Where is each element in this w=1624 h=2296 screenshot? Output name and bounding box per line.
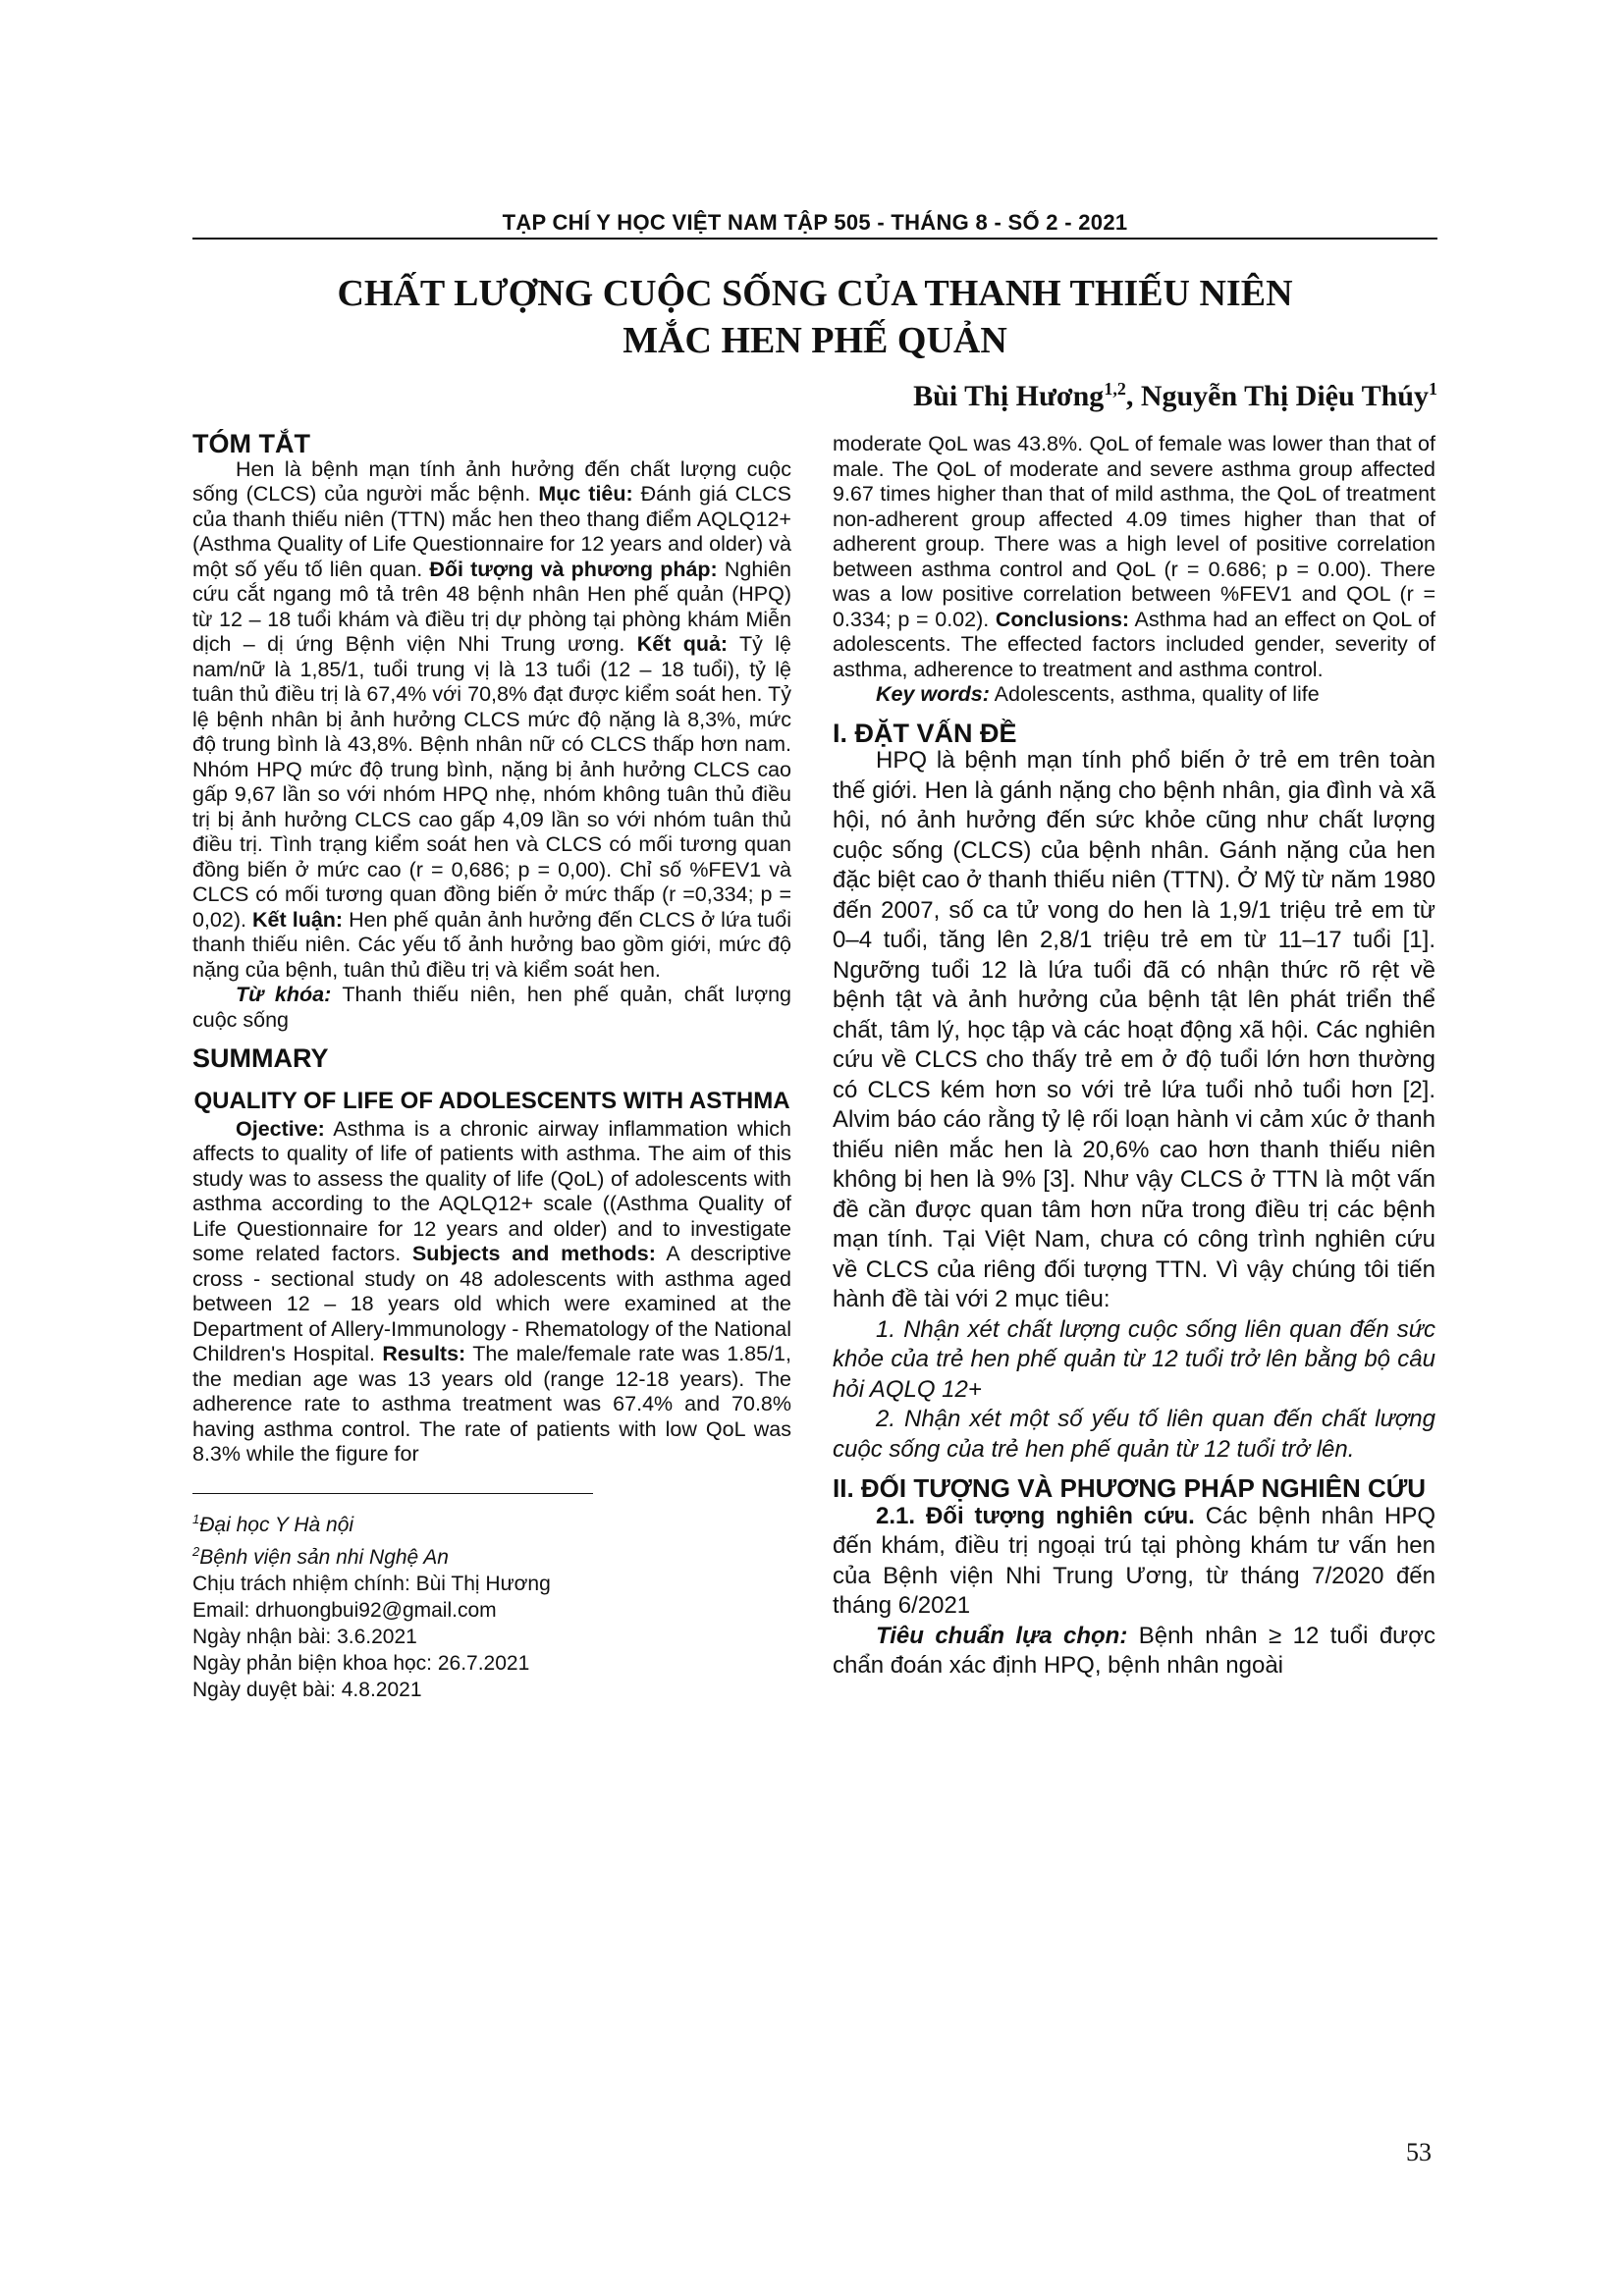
criteria-text: Bệnh nhân ≥ 12 tuổi được chẩn đoán xác định HPQ, bệnh nhân ngoài	[833, 1622, 1435, 1679]
summary-paragraph-continued	[833, 432, 1435, 682]
keywords-vi	[192, 983, 791, 1033]
methods-text-en: A descriptive cross - sectional study on 48 adolescents with asthma aged between 12 – 18 years old which were examined at the Department of Allery-Immunology - Rhematology of the National Children's Hospital.	[192, 1242, 791, 1365]
left-column	[192, 429, 792, 1703]
footnote-rule	[192, 1493, 593, 1494]
methods-label-en: Subjects and methods:	[411, 1242, 656, 1265]
author-2-affil: 1	[1429, 379, 1437, 399]
abstract-vi-paragraph	[192, 457, 791, 984]
date-accepted: Ngày duyệt bài: 4.8.2021	[192, 1678, 422, 1701]
affiliation-1-mark: 1	[192, 1511, 200, 1526]
summary-paragraph	[192, 1117, 791, 1468]
abstract-intro: Hen là bệnh mạn tính ảnh hưởng đến chất lượng cuộc sống (CLCS) của người mắc bệnh.	[192, 456, 791, 506]
selection-criteria	[833, 1622, 1435, 1682]
abstract-heading: TÓM TẮT	[192, 429, 310, 458]
section-1-heading: I. ĐẶT VẤN ĐỀ	[833, 718, 1017, 748]
title-line-2: MẮC HEN PHẾ QUẢN	[623, 320, 1007, 361]
affiliation-2	[192, 1538, 791, 1571]
subjects-paragraph	[833, 1502, 1435, 1622]
results-label-en: Results:	[382, 1342, 466, 1365]
results-text-en-part2: moderate QoL was 43.8%. QoL of female was lower than that of male. The QoL of moderate and severe asthma group affected 9.67 times higher than that of mild asthma, the QoL of treatment non-adherent group affected 4.09 times higher than that of adherent group. There was a high level of positive correlation between asthma control and QoL (r = 0.686; p = 0.00). There was a low positive correlation between %FEV1 and QOL (r = 0.334; p = 0.02).	[833, 432, 1435, 631]
section-2-heading: II. ĐỐI TƯỢNG VÀ PHƯƠNG PHÁP NGHIÊN CỨU	[833, 1473, 1427, 1503]
results-text-en-part1: The male/female rate was 1.85/1, the median age was 13 years old (range 12-18 years). The adherence rate to asthma treatment was 67.4% and 70.8% having asthma control. The rate of patients with low QoL was 8.3% while the figure for	[192, 1342, 791, 1466]
conclusion-label-en: Conclusions:	[995, 607, 1130, 631]
criteria-label: Tiêu chuẩn lựa chọn:	[876, 1622, 1128, 1649]
subsection-2-1-text: Các bệnh nhân HPQ đến khám, điều trị ngoại trú tại phòng khám tư vấn hen của Bệnh viện Nhi Trung Ương, từ tháng 7/2020 đến tháng 6/2021	[833, 1502, 1435, 1619]
keywords-text-en: Adolescents, asthma, quality of life	[989, 682, 1320, 706]
affiliation-1	[192, 1506, 791, 1538]
author-2: Nguyễn Thị Diệu Thúy	[1140, 380, 1429, 412]
date-received: Ngày nhận bài: 3.6.2021	[192, 1625, 417, 1648]
article-title	[192, 270, 1437, 364]
objective-label-en: Ojective:	[236, 1116, 325, 1141]
right-column	[833, 432, 1435, 1682]
author-1: Bùi Thị Hương	[913, 380, 1105, 412]
objective-label-vi: Mục tiêu:	[538, 482, 633, 506]
conclusion-label-vi: Kết luận:	[252, 907, 344, 932]
subsection-2-1-label: 2.1. Đối tượng nghiên cứu.	[876, 1502, 1195, 1529]
methods-label-vi: Đối tượng và phương pháp:	[429, 557, 718, 581]
journal-header: TẠP CHÍ Y HỌC VIỆT NAM TẬP 505 - THÁNG 8 - SỐ 2 - 2021	[502, 210, 1128, 235]
keywords-label-en: Key words:	[876, 682, 990, 706]
affiliation-2-text: Bệnh viện sản nhi Nghệ An	[199, 1545, 449, 1569]
objective-text-vi: Đánh giá CLCS của thanh thiếu niên (TTN) mắc hen theo thang điểm AQLQ12+ (Asthma Quality of Life Questionnaire for 12 years and older) và một số yếu tố liên quan.	[192, 482, 791, 581]
conclusion-text-en: Asthma had an effect on QoL of adolescents. The effected factors included gender, severity of asthma, adherence to treatment and asthma control.	[833, 607, 1435, 681]
title-line-1: CHẤT LƯỢNG CUỘC SỐNG CỦA THANH THIẾU NIÊN	[337, 273, 1293, 314]
study-goal-1: 1. Nhận xét chất lượng cuộc sống liên quan đến sức khỏe của trẻ hen phế quản từ 12 tuổi trở lên bằng bộ câu hỏi AQLQ 12+	[833, 1315, 1435, 1403]
page-number: 53	[1406, 2138, 1432, 2166]
affiliation-1-text: Đại học Y Hà nội	[199, 1513, 354, 1536]
affiliation-2-mark: 2	[192, 1543, 200, 1559]
results-text-vi: Tỷ lệ nam/nữ là 1,85/1, tuổi trung vị là 13 tuổi (12 – 18 tuổi), tỷ lệ tuân thủ điều trị là 67,4% với 70,8% đạt được kiểm soát hen. Tỷ lệ bệnh nhân bị ảnh hưởng CLCS mức độ nặng là 8,3%, mức độ trung bình là 43,8%. Bệnh nhân nữ có CLCS thấp hơn nam. Nhóm HPQ mức độ trung bình, nặng bị ảnh hưởng CLCS cao gấp 9,67 lần so với nhóm HPQ nhẹ, nhóm không tuân thủ điều trị bị ảnh hưởng CLCS cao gấp 4,09 lần so với nhóm tuân thủ điều trị. Tình trạng kiểm soát hen và CLCS có mối tương quan đồng biến ở mức cao (r = 0,686; p = 0,00). Chỉ số %FEV1 và CLCS có mối tương quan đồng biến ở mức thấp (r =0,334; p = 0,02).	[192, 632, 791, 932]
author-1-affil: 1,2	[1104, 379, 1126, 399]
keywords-text-vi: Thanh thiếu niên, hen phế quản, chất lượng cuộc sống	[192, 983, 791, 1032]
methods-text-vi: Nghiên cứu cắt ngang mô tả trên 48 bệnh nhân Hen phế quản (HPQ) từ 12 – 18 tuổi khám và điều trị dự phòng tại phòng khám Miễn dịch – dị ứng Bệnh viện Nhi Trung ương.	[192, 557, 792, 656]
summary-heading: SUMMARY	[192, 1043, 329, 1073]
objective-text-en: Asthma is a chronic airway inflammation which affects to quality of life of patients with asthma. The aim of this study was to assess the quality of life (QoL) of adolescents with asthma according to the AQLQ12+ scale ((Asthma Quality of Life Questionnaire for 12 years and older) and to investigate some related factors.	[192, 1116, 791, 1265]
study-goal-2: 2. Nhận xét một số yếu tố liên quan đến chất lượng cuộc sống của trẻ hen phế quản từ 12 tuổi trở lên.	[833, 1406, 1435, 1463]
date-reviewed: Ngày phản biện khoa học: 26.7.2021	[192, 1651, 530, 1675]
authors	[913, 379, 1437, 413]
keywords-en	[833, 682, 1435, 708]
conclusion-text-vi: Hen phế quản ảnh hưởng đến CLCS ở lứa tuổi thanh thiếu niên. Các yếu tố ảnh hưởng bao gồm giới, mức độ nặng của bệnh, tuân thủ điều trị và kiểm soát hen.	[192, 907, 791, 982]
corresponding-author: Chịu trách nhiệm chính: Bùi Thị Hương	[192, 1572, 551, 1595]
summary-title: QUALITY OF LIFE OF ADOLESCENTS WITH ASTHMA	[193, 1087, 790, 1114]
author-separator: ,	[1125, 380, 1141, 412]
results-label-vi: Kết quả:	[636, 632, 729, 656]
email: Email: drhuongbui92@gmail.com	[192, 1598, 497, 1622]
header-rule	[192, 238, 1437, 240]
section-1-paragraph: HPQ là bệnh mạn tính phổ biến ở trẻ em trên toàn thế giới. Hen là gánh nặng cho bệnh nhân, gia đình và xã hội, nó ảnh hưởng đến sức khỏe cũng như chất lượng cuộc sống (CLCS) của bệnh nhân. Gánh nặng của hen đặc biệt cao ở thanh thiếu niên (TTN). Ở Mỹ từ năm 1980 đến 2007, số ca tử vong do hen là 1,9/1 triệu trẻ em từ 0–4 tuổi, tăng lên 2,8/1 triệu trẻ em từ 11–17 tuổi [1]. Ngưỡng tuổi 12 là lứa tuổi đã có nhận thức rõ rệt về bệnh tật và ảnh hưởng của bệnh tật lên phát triển thể chất, tâm lý, học tập và các hoạt động xã hội. Các nghiên cứu về CLCS cho thấy trẻ em ở độ tuổi lớn hơn thường có CLCS kém hơn so với trẻ lứa tuổi nhỏ tuổi hơn [2]. Alvim báo cáo rằng tỷ lệ rối loạn hành vi cảm xúc ở thanh thiếu niên mắc hen là 20,6% cao hơn thanh thiếu niên không bị hen là 9% [3]. Như vậy CLCS ở TTN là một vấn đề cần được quan tâm hơn nữa trong điều trị các bệnh mạn tính. Tại Việt Nam, chưa có công trình nghiên cứu về CLCS của riêng đối tượng TTN. Vì vậy chúng tôi tiến hành đề tài với 2 mục tiêu:	[833, 747, 1436, 1312]
keywords-label-vi: Từ khóa:	[236, 983, 332, 1006]
